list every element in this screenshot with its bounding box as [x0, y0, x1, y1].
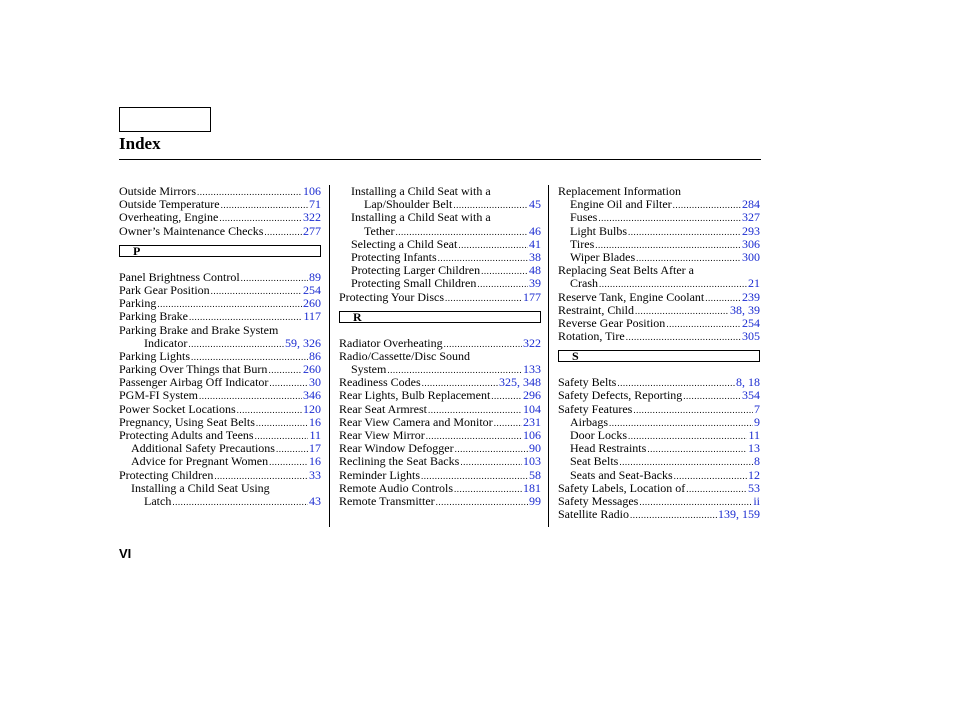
- index-subentry: Lap/Shoulder Belt ..... 45: [339, 198, 541, 211]
- page-link[interactable]: 43: [309, 493, 321, 508]
- page-link[interactable]: 9: [754, 414, 760, 429]
- page-link[interactable]: 7: [754, 401, 760, 416]
- page-link[interactable]: 38, 39: [730, 302, 760, 317]
- index-entry: Protecting Adults and Teens ..... 11: [119, 429, 321, 442]
- index-subentry: Tires ..... 306: [558, 238, 760, 251]
- index-subentry: Door Locks ..... 11: [558, 429, 760, 442]
- page-link[interactable]: 38: [529, 249, 541, 264]
- page-link[interactable]: 58: [529, 467, 541, 482]
- index-entry: Reminder Lights ..... 58: [339, 469, 541, 482]
- page-link[interactable]: 106: [523, 428, 541, 442]
- index-entry: Safety Labels, Location of ..... 53: [558, 482, 760, 495]
- page-link[interactable]: 117: [303, 309, 321, 324]
- page-link[interactable]: 139, 159: [718, 507, 760, 522]
- page-link[interactable]: 8, 18: [736, 375, 760, 390]
- section-header-s: S: [558, 350, 760, 362]
- page-link[interactable]: 306: [742, 236, 760, 251]
- index-entry: Panel Brightness Control ..... 89: [119, 271, 321, 284]
- index-subentry: Fuses ..... 327: [558, 211, 760, 224]
- page-link[interactable]: 59, 326: [285, 335, 321, 350]
- page-link[interactable]: 16: [309, 454, 321, 469]
- page-link[interactable]: 277: [303, 223, 321, 238]
- index-entry: Readiness Codes ..... 325, 348: [339, 376, 541, 389]
- page-link[interactable]: 293: [742, 223, 760, 238]
- page-link[interactable]: 322: [523, 335, 541, 350]
- index-entry: Safety Features ..... 7: [558, 403, 760, 416]
- page-link[interactable]: 33: [309, 467, 321, 482]
- page-link[interactable]: 300: [742, 249, 760, 264]
- index-entry: Outside Mirrors ..... 106: [119, 185, 321, 198]
- index-entry: Parking ..... 260: [119, 297, 321, 310]
- page-link[interactable]: 71: [309, 197, 321, 212]
- index-entry: Overheating, Engine ..... 322: [119, 211, 321, 224]
- page-link[interactable]: 103: [523, 454, 541, 469]
- index-subentry: Protecting Infants ..... 38: [339, 251, 541, 264]
- index-entry: Satellite Radio ..... 139, 159: [558, 508, 760, 521]
- index-subentry: Crash ..... 21: [558, 277, 760, 290]
- index-entry: Rear View Camera and Monitor ..... 231: [339, 416, 541, 429]
- page-link[interactable]: 254: [742, 315, 760, 330]
- page-link[interactable]: 39: [529, 276, 541, 291]
- column-divider-2: [548, 185, 549, 527]
- page-link[interactable]: 99: [529, 493, 541, 508]
- index-subentry: Installing a Child Seat with a: [351, 184, 491, 198]
- page-link[interactable]: 254: [303, 282, 321, 297]
- page-link[interactable]: 231: [523, 414, 541, 429]
- page-link[interactable]: 8: [754, 454, 760, 469]
- index-entry: Park Gear Position ..... 254: [119, 284, 321, 297]
- page-link[interactable]: 90: [529, 441, 541, 456]
- page-link[interactable]: 327: [742, 210, 760, 225]
- page-link[interactable]: 11: [748, 428, 760, 442]
- index-entry: Safety Messages ..... ii: [558, 495, 760, 508]
- index-subentry: Engine Oil and Filter ..... 284: [558, 198, 760, 211]
- index-entry: Safety Belts ..... 8, 18: [558, 376, 760, 389]
- page-number: VI: [119, 546, 132, 561]
- page-link[interactable]: 21: [748, 276, 760, 291]
- section-header-p: P: [119, 245, 321, 257]
- page-link[interactable]: 17: [309, 441, 321, 456]
- index-entry: Rear Seat Armrest ..... 104: [339, 403, 541, 416]
- index-entry: Rear Lights, Bulb Replacement ..... 296: [339, 389, 541, 402]
- index-subentry: Seat Belts ..... 8: [558, 455, 760, 468]
- index-subentry: Tether ..... 46: [339, 225, 541, 238]
- index-column-2: [339, 185, 541, 508]
- index-entry: Reserve Tank, Engine Coolant ..... 239: [558, 291, 760, 304]
- index-subentry: Light Bulbs ..... 293: [558, 225, 760, 238]
- index-subentry: Seats and Seat-Backs ..... 12: [558, 469, 760, 482]
- index-entry: Rear Window Defogger ..... 90: [339, 442, 541, 455]
- index-subentry: System ..... 133: [339, 363, 541, 376]
- page-link[interactable]: 86: [309, 348, 321, 363]
- page-link[interactable]: 46: [529, 223, 541, 238]
- page-link[interactable]: 260: [303, 296, 321, 311]
- page-title: Index: [119, 134, 161, 153]
- page-link[interactable]: 89: [309, 269, 321, 284]
- section-header-r: R: [339, 311, 541, 323]
- index-entry: Safety Defects, Reporting ..... 354: [558, 389, 760, 402]
- page-link[interactable]: 120: [303, 401, 321, 416]
- page-link[interactable]: 13: [748, 441, 760, 456]
- index-subentry: Protecting Larger Children ..... 48: [339, 264, 541, 277]
- page-link[interactable]: 48: [529, 263, 541, 278]
- index-entry: Power Socket Locations ..... 120: [119, 403, 321, 416]
- page-link[interactable]: 53: [748, 480, 760, 495]
- index-entry: Rotation, Tire ..... 305: [558, 330, 760, 343]
- column-divider-1: [329, 185, 330, 527]
- page-link[interactable]: 260: [303, 362, 321, 377]
- page-link[interactable]: 177: [523, 289, 541, 304]
- page-link[interactable]: 45: [529, 197, 541, 212]
- index-entry: Radio/Cassette/Disc Sound: [339, 348, 470, 363]
- index-entry: Protecting Children ..... 33: [119, 469, 321, 482]
- index-subentry: Protecting Small Children ..... 39: [339, 277, 541, 290]
- index-entry: Parking Brake and Brake System: [119, 322, 279, 337]
- page-link[interactable]: 104: [523, 401, 541, 416]
- page-link[interactable]: 284: [742, 197, 760, 212]
- page-link[interactable]: 354: [742, 388, 760, 403]
- index-tab-box: [119, 107, 211, 132]
- page-link[interactable]: 325, 348: [499, 375, 541, 390]
- index-subentry: Selecting a Child Seat ..... 41: [339, 238, 541, 251]
- index-subentry: Advice for Pregnant Women ..... 16: [119, 455, 321, 468]
- index-entry: Restraint, Child ..... 38, 39: [558, 304, 760, 317]
- index-entry: Replacement Information: [558, 184, 681, 198]
- index-entry: Parking Over Things that Burn ..... 260: [119, 363, 321, 376]
- index-entry: Rear View Mirror ..... 106: [339, 429, 541, 442]
- page-link[interactable]: ii: [753, 493, 760, 508]
- page-link[interactable]: 181: [523, 480, 541, 495]
- index-subentry: Installing a Child Seat with a: [351, 210, 491, 225]
- header-rule: [119, 159, 761, 160]
- index-subentry: Indicator ..... 59, 326: [119, 337, 321, 350]
- index-entry: Parking Brake ..... 117: [119, 310, 321, 323]
- page-link[interactable]: 305: [742, 329, 760, 344]
- page-link[interactable]: 239: [742, 289, 760, 304]
- page-link[interactable]: 106: [303, 184, 321, 198]
- index-entry: Owner’s Maintenance Checks ..... 277: [119, 225, 321, 238]
- index-subentry: Installing a Child Seat Using: [131, 480, 270, 495]
- page-link[interactable]: 16: [309, 414, 321, 429]
- index-entry: Reclining the Seat Backs ..... 103: [339, 455, 541, 468]
- index-subentry: Latch ..... 43: [119, 495, 321, 508]
- page-link[interactable]: 41: [529, 236, 541, 251]
- index-entry: Replacing Seat Belts After a: [558, 263, 694, 278]
- index-entry: Pregnancy, Using Seat Belts ..... 16: [119, 416, 321, 429]
- page-link[interactable]: 30: [309, 375, 321, 390]
- index-entry: Outside Temperature ..... 71: [119, 198, 321, 211]
- page-link[interactable]: 133: [523, 362, 541, 377]
- page-link[interactable]: 11: [309, 428, 321, 442]
- index-subentry: Wiper Blades ..... 300: [558, 251, 760, 264]
- page-link[interactable]: 346: [303, 388, 321, 403]
- index-entry: Passenger Airbag Off Indicator ..... 30: [119, 376, 321, 389]
- index-subentry: Additional Safety Precautions ..... 17: [119, 442, 321, 455]
- index-subentry: Head Restraints ..... 13: [558, 442, 760, 455]
- index-entry: Parking Lights ..... 86: [119, 350, 321, 363]
- index-entry: Reverse Gear Position ..... 254: [558, 317, 760, 330]
- page-link[interactable]: 296: [523, 388, 541, 403]
- index-entry: Protecting Your Discs ..... 177: [339, 291, 541, 304]
- index-subentry: Airbags ..... 9: [558, 416, 760, 429]
- index-column-3: [558, 185, 760, 521]
- index-column-1: [119, 185, 321, 508]
- index-entry: Remote Audio Controls ..... 181: [339, 482, 541, 495]
- index-entry: Radiator Overheating ..... 322: [339, 337, 541, 350]
- index-entry: Remote Transmitter ..... 99: [339, 495, 541, 508]
- index-entry: PGM-FI System ..... 346: [119, 389, 321, 402]
- page-link[interactable]: 12: [748, 467, 760, 482]
- page-link[interactable]: 322: [303, 210, 321, 225]
